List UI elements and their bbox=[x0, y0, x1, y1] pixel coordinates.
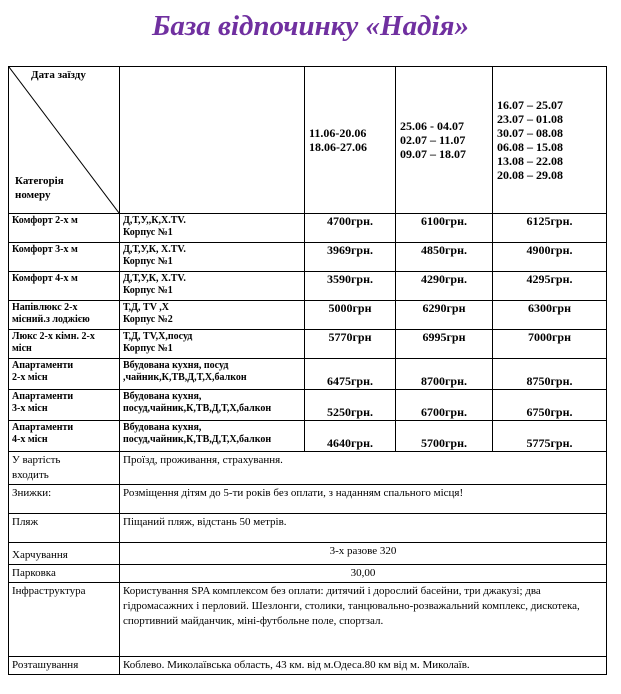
diagonal-header-cell bbox=[9, 67, 120, 214]
infrastructure-label: Інфраструктура bbox=[9, 583, 120, 657]
table-row bbox=[9, 421, 607, 452]
info-row-food bbox=[9, 543, 607, 565]
table-row bbox=[9, 214, 607, 243]
table-header-row bbox=[9, 67, 607, 214]
page-title: База відпочинку «Надія» bbox=[152, 10, 469, 42]
category-label: Категорія номеру bbox=[15, 175, 64, 201]
room-description: Вбудована кухня, посуд,чайник,К,ТВ,Д,Т,Х,балкон bbox=[120, 390, 305, 421]
infrastructure-value: Користування SPA комплексом без оплати: дитячий і дорослий басейни, три джакузі; два гідромасажних і перловий. Шезлонги, столики, танцювально-розважальний комплекс, дискотека, спортивний майданчик, міні-футбольне поле, спортзал. bbox=[120, 583, 607, 657]
price-period-1: 6475грн. bbox=[305, 359, 396, 390]
price-period-1: 5000грн bbox=[305, 301, 396, 330]
room-description: Т,Д, TV,Х,посуд Корпус №1 bbox=[120, 330, 305, 359]
parking-value: 30,00 bbox=[120, 565, 607, 583]
price-period-3: 6125грн. bbox=[493, 214, 607, 243]
price-period-1: 4640грн. bbox=[305, 421, 396, 452]
table-row bbox=[9, 359, 607, 390]
table-row bbox=[9, 272, 607, 301]
price-period-2: 6100грн. bbox=[396, 214, 493, 243]
price-period-2: 6290грн bbox=[396, 301, 493, 330]
room-category: Апартаменти 2-х місн bbox=[9, 359, 120, 390]
price-period-1: 5250грн. bbox=[305, 390, 396, 421]
beach-value: Піщаний пляж, відстань 50 метрів. bbox=[120, 514, 607, 543]
price-period-2: 8700грн. bbox=[396, 359, 493, 390]
room-description: Д,Т,У,К, Х.TV. Корпус №1 bbox=[120, 272, 305, 301]
parking-label: Парковка bbox=[9, 565, 120, 583]
cost-value: Проїзд, проживання, страхування. bbox=[120, 452, 607, 485]
date-column-2: 25.06 - 04.07 02.07 – 11.07 09.07 – 18.07 bbox=[396, 67, 493, 214]
table-row bbox=[9, 390, 607, 421]
date-label: Дата заїзду bbox=[31, 69, 86, 81]
discount-value: Розміщення дітям до 5-ти років без оплати, з наданням спального місця! bbox=[120, 485, 607, 514]
cost-label: У вартість входить bbox=[9, 452, 120, 485]
room-category: Апартаменти 3-х місн bbox=[9, 390, 120, 421]
info-row-infrastructure bbox=[9, 583, 607, 657]
price-table bbox=[8, 66, 607, 675]
location-value: Коблево. Миколаївська область, 43 км. від м.Одеса.80 км від м. Миколаїв. bbox=[120, 657, 607, 675]
discount-label: Знижки: bbox=[9, 485, 120, 514]
price-period-2: 5700грн. bbox=[396, 421, 493, 452]
room-description: Т,Д, TV ,Х Корпус №2 bbox=[120, 301, 305, 330]
price-period-2: 6700грн. bbox=[396, 390, 493, 421]
room-category: Люкс 2-х кімн. 2-х місн bbox=[9, 330, 120, 359]
table-row bbox=[9, 330, 607, 359]
price-period-3: 7000грн bbox=[493, 330, 607, 359]
date-column-1: 11.06-20.06 18.06-27.06 bbox=[305, 67, 396, 214]
info-row-beach bbox=[9, 514, 607, 543]
price-period-3: 5775грн. bbox=[493, 421, 607, 452]
date-column-3: 16.07 – 25.07 23.07 – 01.08 30.07 – 08.08 06.08 – 15.08 13.08 – 22.08 20.08 – 29.08 bbox=[493, 67, 607, 214]
room-description: Вбудована кухня, посуд ,чайник,К,ТВ,Д,Т,Х,балкон bbox=[120, 359, 305, 390]
price-period-1: 5770грн bbox=[305, 330, 396, 359]
price-period-3: 8750грн. bbox=[493, 359, 607, 390]
price-period-2: 4290грн. bbox=[396, 272, 493, 301]
room-category: Апартаменти 4-х місн bbox=[9, 421, 120, 452]
price-period-1: 3590грн. bbox=[305, 272, 396, 301]
food-label: Харчування bbox=[9, 543, 120, 565]
room-category: Комфорт 4-х м bbox=[9, 272, 120, 301]
price-period-1: 4700грн. bbox=[305, 214, 396, 243]
info-row-parking bbox=[9, 565, 607, 583]
table-row bbox=[9, 243, 607, 272]
price-period-3: 6750грн. bbox=[493, 390, 607, 421]
location-label: Розташування bbox=[9, 657, 120, 675]
room-category: Напівлюкс 2-х місний.з лоджією bbox=[9, 301, 120, 330]
price-period-3: 4295грн. bbox=[493, 272, 607, 301]
room-category: Комфорт 2-х м bbox=[9, 214, 120, 243]
price-period-2: 4850грн. bbox=[396, 243, 493, 272]
price-period-1: 3969грн. bbox=[305, 243, 396, 272]
room-category: Комфорт 3-х м bbox=[9, 243, 120, 272]
room-description: Вбудована кухня, посуд,чайник,К,ТВ,Д,Т,Х,балкон bbox=[120, 421, 305, 452]
room-description: Д,Т,У,,К,Х.TV. Корпус №1 bbox=[120, 214, 305, 243]
table-row bbox=[9, 301, 607, 330]
beach-label: Пляж bbox=[9, 514, 120, 543]
info-row-location bbox=[9, 657, 607, 675]
price-period-2: 6995грн bbox=[396, 330, 493, 359]
food-value: 3-х разове 320 bbox=[120, 543, 607, 565]
info-row-discount bbox=[9, 485, 607, 514]
room-description: Д,Т,У,К, Х.TV. Корпус №1 bbox=[120, 243, 305, 272]
info-row-cost bbox=[9, 452, 607, 485]
price-period-3: 6300грн bbox=[493, 301, 607, 330]
header-empty-cell bbox=[120, 67, 305, 214]
price-period-3: 4900грн. bbox=[493, 243, 607, 272]
